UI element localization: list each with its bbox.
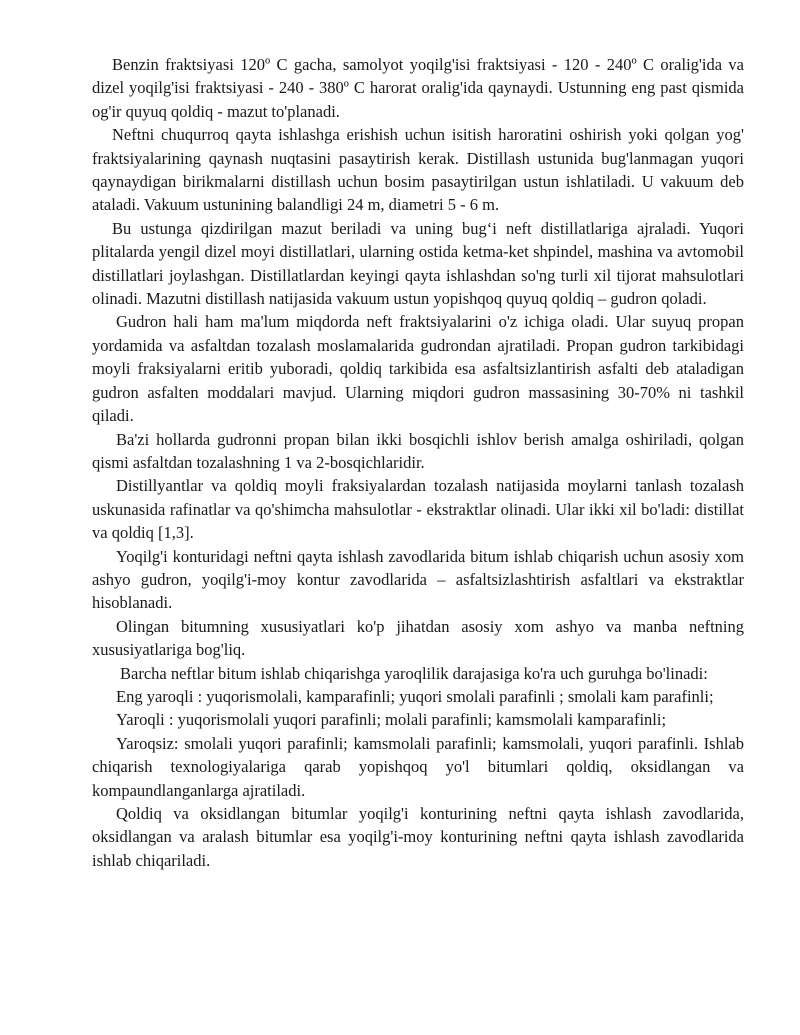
paragraph-gudron-propane: Gudron hali ham ma'lum miqdorda neft fraktsiyalarini o'z ichiga oladi. Ular suyuq propan yordamida va asfaltdan tozalash moslamalarida gudrondan ajratiladi. Propan gudron tarkibidagi moyli fraksiyalarni eritib yuboradi, qoldiq tarkibida esa asfaltsizlantirish asfalti deb ataladigan gudron asfalten moddalari mavjud. Ularning miqdori gudron massasining 30-70% ni tashkil qiladi.: [92, 312, 744, 426]
paragraph-oil-groups: Barcha neftlar bitum ishlab chiqarishga yaroqlilik darajasiga ko'ra uch guruhga bo'linadi:: [120, 663, 708, 683]
paragraph-mazut-distillation: Bu ustunga qizdirilgan mazut beriladi va uning bug‘i neft distillatlariga ajraladi. Yuqori plitalarda yengil dizel moyi distillatlari, ularning ostida ketma-ket shpindel, mashina va avtomobil distillatlari joylashgan. Distillatlardan keyingi qayta ishlashdan so'ng turli xil tijorat mahsulotlari olinadi. Mazutni distillash natijasida vakuum ustun yopishqoq quyuq qoldiq – gudron qoladi.: [92, 218, 744, 309]
paragraph-two-stage: Ba'zi hollarda gudronni propan bilan ikki bosqichli ishlov berish amalga oshiriladi, qolgan qismi asfaltdan tozalashning 1 va 2-bosqichlaridir.: [92, 429, 744, 472]
paragraph-fractions: Benzin fraktsiyasi 120º C gacha, samolyot yoqilg'isi fraktsiyasi - 120 - 240º C oralig'ida va dizel yoqilg'isi fraktsiyasi - 240 - 380º C harorat oralig'ida qaynaydi. Ustunning eng past qismida og'ir quyuq qoldiq - mazut to'planadi.: [92, 55, 744, 121]
paragraph-vacuum-column: Neftni chuqurroq qayta ishlashga erishish uchun isitish haroratini oshirish yoki qolgan yog' fraktsiyalarining qaynash nuqtasini pasaytirish kerak. Distillash ustunida bug'lanmagan yuqori qaynaydigan birikmalarni distillash uchun bosim pasaytirilgan ustun ishlatiladi. U vakuum deb ataladi. Vakuum ustunining balandligi 24 m, diametri 5 - 6 m.: [92, 125, 744, 215]
paragraph-suitable: Yaroqli : yuqorismolali yuqori parafinli; molali parafinli; kamsmolali kamparafinli;: [116, 710, 667, 730]
paragraph-most-suitable: Eng yaroqli : yuqorismolali, kamparafinli; yuqori smolali parafinli ; smolali kam parafinli;: [116, 686, 714, 706]
paragraph-feedstock: Yoqilg'i konturidagi neftni qayta ishlash zavodlarida bitum ishlab chiqarish uchun asosiy xom ashyo gudron, yoqilg'i-moy kontur zavodlarida – asfaltsizlashtirish asfaltlari va ekstraktlar hisoblanadi.: [92, 546, 744, 613]
paragraph-bitumen-properties: Olingan bitumning xususiyatlari ko'p jihatdan asosiy xom ashyo va manba neftning xususiyatlariga bog'liq.: [92, 616, 744, 660]
paragraph-raffinates: Distillyantlar va qoldiq moyli fraksiyalardan tozalash natijasida moylarni tanlash tozalash uskunasida rafinatlar va qo'shimcha mahsulotlar - ekstraktlar olinadi. Ular ikki xil bo'ladi: distillat va qoldiq [1,3].: [92, 476, 744, 543]
paragraph-bitumen-production: Qoldiq va oksidlangan bitumlar yoqilg'i konturining neftni qayta ishlash zavodlarida, oksidlangan va aralash bitumlar esa yoqilg'i-moy konturining neftni qayta ishlash zavodlarida ishlab chiqariladi.: [92, 804, 744, 870]
document-page: [92, 53, 744, 872]
paragraph-unsuitable: Yaroqsiz: smolali yuqori parafinli; kamsmolali parafinli; kamsmolali, yuqori parafinli. Ishlab chiqarish texnologiyalariga qarab yopishqoq yo'l bitumlari qoldiq, oksidlangan va kompaundlanganlarga ajratiladi.: [92, 733, 744, 800]
